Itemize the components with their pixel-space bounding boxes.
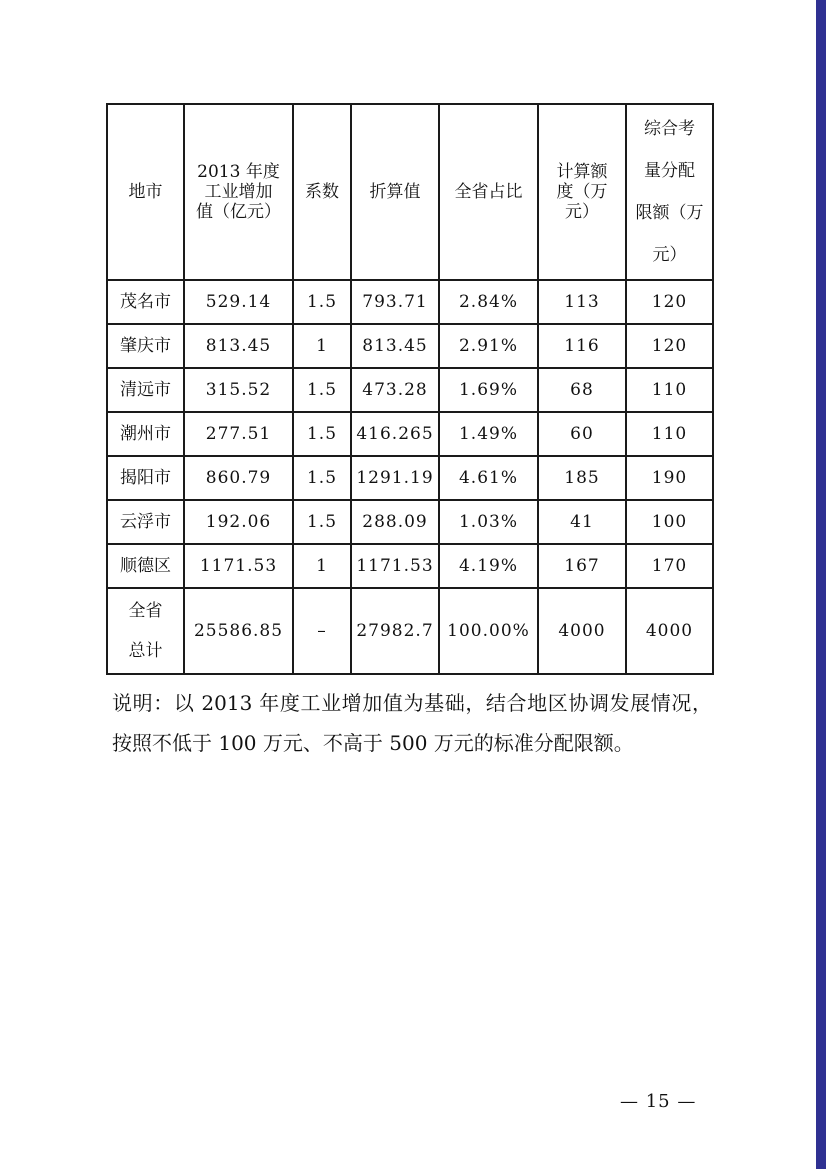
- allocation-table: [106, 103, 714, 675]
- cell-industrial-value: 1171.53: [184, 544, 293, 588]
- cell-computed-quota: 68: [538, 368, 626, 412]
- cell-computed-quota: 113: [538, 280, 626, 324]
- header-converted-value: 折算值: [351, 104, 439, 280]
- cell-converted-value: 1291.19: [351, 456, 439, 500]
- cell-coefficient: 1.5: [293, 280, 351, 324]
- total-converted-value: 27982.7: [351, 588, 439, 674]
- cell-province-share: 1.69%: [439, 368, 538, 412]
- header-industrial-value: 2013 年度 工业增加 值（亿元）: [184, 104, 293, 280]
- cell-coefficient: 1: [293, 324, 351, 368]
- total-city: 全省 总计: [107, 588, 184, 674]
- table-row: [107, 456, 713, 500]
- cell-final-quota: 110: [626, 368, 713, 412]
- header-province-share: 全省占比: [439, 104, 538, 280]
- cell-converted-value: 288.09: [351, 500, 439, 544]
- cell-final-quota: 120: [626, 280, 713, 324]
- total-coefficient: –: [293, 588, 351, 674]
- cell-converted-value: 1171.53: [351, 544, 439, 588]
- cell-industrial-value: 192.06: [184, 500, 293, 544]
- cell-industrial-value: 860.79: [184, 456, 293, 500]
- total-computed-quota: 4000: [538, 588, 626, 674]
- cell-city: 茂名市: [107, 280, 184, 324]
- cell-converted-value: 473.28: [351, 368, 439, 412]
- cell-province-share: 1.49%: [439, 412, 538, 456]
- cell-converted-value: 793.71: [351, 280, 439, 324]
- total-province-share: 100.00%: [439, 588, 538, 674]
- header-computed-quota: 计算额 度（万 元）: [538, 104, 626, 280]
- cell-industrial-value: 277.51: [184, 412, 293, 456]
- table-row: [107, 368, 713, 412]
- cell-city: 清远市: [107, 368, 184, 412]
- cell-coefficient: 1.5: [293, 500, 351, 544]
- cell-coefficient: 1.5: [293, 368, 351, 412]
- cell-final-quota: 100: [626, 500, 713, 544]
- cell-coefficient: 1.5: [293, 412, 351, 456]
- table-body: [107, 280, 713, 674]
- cell-industrial-value: 529.14: [184, 280, 293, 324]
- cell-computed-quota: 116: [538, 324, 626, 368]
- cell-computed-quota: 185: [538, 456, 626, 500]
- page-edge-strip: [816, 0, 826, 1169]
- cell-province-share: 1.03%: [439, 500, 538, 544]
- cell-final-quota: 110: [626, 412, 713, 456]
- total-industrial-value: 25586.85: [184, 588, 293, 674]
- header-final-quota: 综合考 量分配 限额（万 元）: [626, 104, 713, 280]
- cell-final-quota: 190: [626, 456, 713, 500]
- table-row: [107, 500, 713, 544]
- total-final-quota: 4000: [626, 588, 713, 674]
- cell-city: 顺德区: [107, 544, 184, 588]
- cell-computed-quota: 60: [538, 412, 626, 456]
- explanation-note: 说明：以 2013 年度工业增加值为基础，结合地区协调发展情况，按照不低于 100 万元、不高于 500 万元的标准分配限额。: [112, 691, 712, 755]
- cell-province-share: 4.19%: [439, 544, 538, 588]
- cell-converted-value: 813.45: [351, 324, 439, 368]
- cell-coefficient: 1: [293, 544, 351, 588]
- cell-city: 潮州市: [107, 412, 184, 456]
- header-city: 地市: [107, 104, 184, 280]
- cell-province-share: 4.61%: [439, 456, 538, 500]
- header-coefficient: 系数: [293, 104, 351, 280]
- cell-final-quota: 120: [626, 324, 713, 368]
- table-row: [107, 324, 713, 368]
- cell-industrial-value: 315.52: [184, 368, 293, 412]
- cell-industrial-value: 813.45: [184, 324, 293, 368]
- cell-city: 云浮市: [107, 500, 184, 544]
- table-total-row: [107, 588, 713, 674]
- table-row: [107, 412, 713, 456]
- page-number: — 15 —: [620, 1091, 697, 1112]
- cell-coefficient: 1.5: [293, 456, 351, 500]
- cell-city: 肇庆市: [107, 324, 184, 368]
- table-row: [107, 280, 713, 324]
- cell-final-quota: 170: [626, 544, 713, 588]
- cell-province-share: 2.84%: [439, 280, 538, 324]
- cell-computed-quota: 41: [538, 500, 626, 544]
- cell-converted-value: 416.265: [351, 412, 439, 456]
- table-row: [107, 544, 713, 588]
- cell-computed-quota: 167: [538, 544, 626, 588]
- cell-province-share: 2.91%: [439, 324, 538, 368]
- table-header-row: [107, 104, 713, 280]
- cell-city: 揭阳市: [107, 456, 184, 500]
